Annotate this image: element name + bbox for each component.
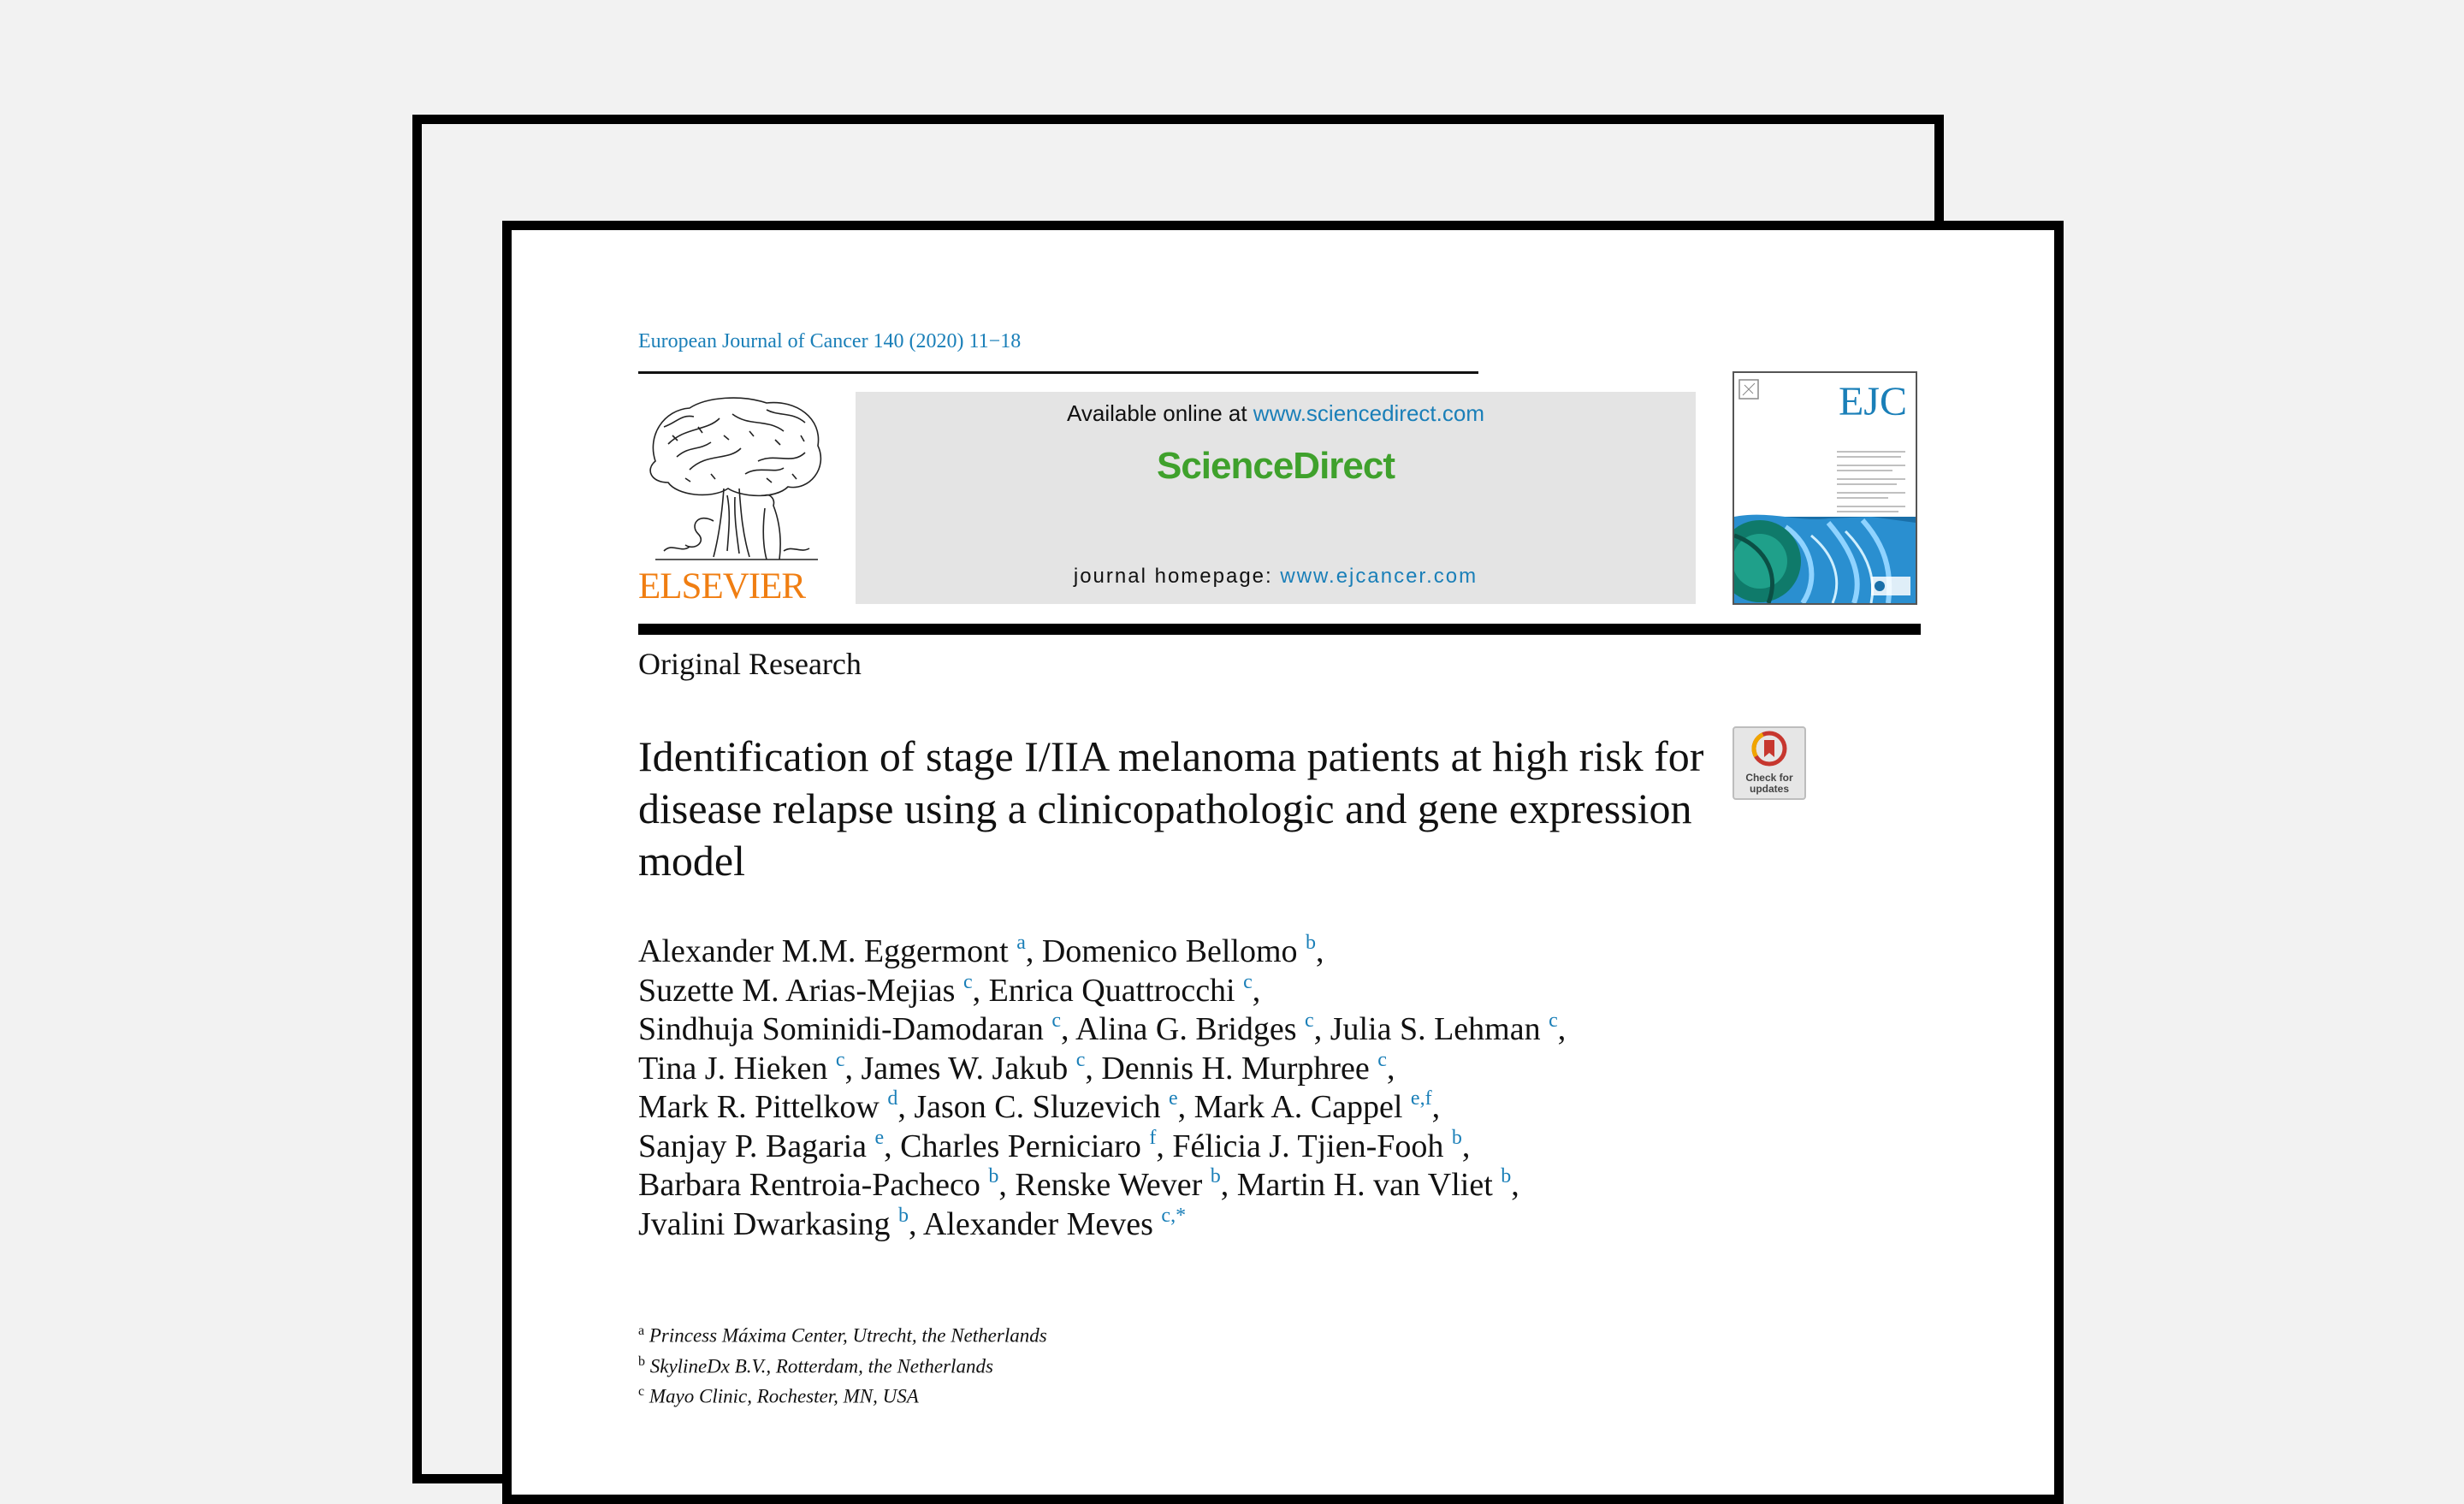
affiliation-text: Mayo Clinic, Rochester, MN, USA	[649, 1385, 919, 1407]
check-updates-text	[1734, 773, 1804, 795]
author-name[interactable]: Tina J. Hieken	[638, 1050, 828, 1087]
affiliation-item	[638, 1379, 1047, 1410]
affiliation-marker[interactable]: c	[962, 970, 973, 993]
affiliation-marker[interactable]: e	[874, 1126, 885, 1149]
affiliation-marker[interactable]: e	[1168, 1087, 1178, 1110]
author-line: Tina J. Hieken $^c$, James W. Jakub $^c$, Dennis H. Murphree $^c$,	[638, 1048, 1395, 1087]
affiliation-text: SkylineDx B.V., Rotterdam, the Netherlands	[649, 1355, 993, 1377]
check-updates-line2: updates	[1749, 783, 1789, 795]
author-line: Barbara Rentroia-Pacheco $^b$, Renske Wever $^b$, Martin H. van Vliet $^b$,	[638, 1165, 1519, 1203]
affiliation-marker[interactable]: c	[1377, 1048, 1387, 1071]
author-name[interactable]: Renske Wever	[1015, 1167, 1203, 1203]
sciencedirect-banner	[856, 392, 1696, 604]
affiliation-marker[interactable]: b	[897, 1204, 909, 1227]
author-line: Sindhuja Sominidi-Damodaran $^c$, Alina G. Bridges $^c$, Julia S. Lehman $^c$,	[638, 1010, 1567, 1047]
affiliation-marker[interactable]: a	[1016, 932, 1026, 954]
author-name[interactable]: Jvalini Dwarkasing	[638, 1205, 891, 1242]
journal-cover[interactable]	[1732, 371, 1917, 605]
journal-homepage-link[interactable]: www.ejcancer.com	[1280, 565, 1478, 588]
affiliation-marker[interactable]: c,*	[1161, 1204, 1187, 1227]
affiliation-marker[interactable]: b	[1501, 1165, 1512, 1187]
affiliation-marker[interactable]: b	[988, 1165, 999, 1187]
affiliation-marker[interactable]: c	[1305, 1010, 1314, 1032]
affiliation-marker[interactable]: c	[1075, 1048, 1086, 1071]
cover-title: EJC	[1838, 379, 1907, 424]
affiliation-text: Princess Máxima Center, Utrecht, the Netherlands	[649, 1324, 1047, 1347]
author-line: Jvalini Dwarkasing $^b$, Alexander Meves $^{c,*}$	[638, 1204, 1187, 1242]
check-updates-icon	[1734, 728, 1804, 773]
affiliation-key: b	[638, 1353, 645, 1369]
author-name[interactable]: Mark R. Pittelkow	[638, 1089, 880, 1125]
author-line: Mark R. Pittelkow $^d$, Jason C. Sluzevich $^e$, Mark A. Cappel $^{e,f}$,	[638, 1087, 1441, 1125]
author-name[interactable]: Martin H. van Vliet	[1236, 1167, 1493, 1203]
author-name[interactable]: Julia S. Lehman	[1330, 1011, 1541, 1047]
article-type: Original Research	[638, 647, 862, 681]
author-name[interactable]: Suzette M. Arias-Mejias	[638, 972, 956, 1009]
check-updates-line1: Check for	[1745, 772, 1793, 784]
affiliation-key: a	[638, 1323, 645, 1338]
affiliation-marker[interactable]: c	[1243, 970, 1253, 993]
header-rule	[638, 371, 1478, 374]
author-line: Alexander M.M. Eggermont $^a$, Domenico Bellomo $^b$,	[638, 932, 1324, 969]
journal-homepage-label: journal homepage:	[1073, 565, 1281, 588]
available-online-label: Available online at	[1067, 400, 1253, 426]
affiliation-marker[interactable]: c	[835, 1048, 845, 1071]
author-line: Sanjay P. Bagaria $^e$, Charles Perniciaro $^f$, Félicia J. Tjien-Fooh $^b$,	[638, 1126, 1471, 1164]
author-name[interactable]: Dennis H. Murphree	[1101, 1050, 1370, 1087]
author-name[interactable]: Sindhuja Sominidi-Damodaran	[638, 1011, 1044, 1047]
affiliation-marker[interactable]: e,f	[1410, 1087, 1432, 1110]
affiliation-marker[interactable]: c	[1549, 1010, 1558, 1032]
affiliation-marker[interactable]: f	[1149, 1126, 1157, 1149]
journal-reference[interactable]: European Journal of Cancer 140 (2020) 11−18	[638, 330, 1022, 352]
affiliation-item	[638, 1349, 1047, 1380]
author-name[interactable]: James W. Jakub	[861, 1050, 1069, 1087]
affiliation-marker[interactable]: b	[1210, 1165, 1221, 1187]
author-list	[638, 933, 1750, 1244]
sciencedirect-link[interactable]: www.sciencedirect.com	[1253, 400, 1484, 426]
affiliation-item	[638, 1318, 1047, 1349]
affiliation-list	[638, 1318, 1047, 1410]
author-name[interactable]: Alexander M.M. Eggermont	[638, 933, 1009, 969]
available-online-line	[856, 400, 1696, 427]
author-name[interactable]: Enrica Quattrocchi	[988, 972, 1235, 1009]
author-name[interactable]: Charles Perniciaro	[900, 1128, 1141, 1164]
header-thick-rule	[638, 624, 1921, 635]
author-line: Suzette M. Arias-Mejias $^c$, Enrica Quattrocchi $^c$,	[638, 970, 1261, 1009]
affiliation-marker[interactable]: b	[1451, 1126, 1462, 1149]
journal-homepage-line	[856, 565, 1696, 589]
check-for-updates-button[interactable]	[1732, 726, 1806, 800]
elsevier-logo	[638, 393, 828, 605]
elsevier-tree-icon	[638, 393, 828, 568]
elsevier-wordmark: ELSEVIER	[638, 566, 806, 607]
author-name[interactable]: Félicia J. Tjien-Fooh	[1172, 1128, 1444, 1164]
author-name[interactable]: Sanjay P. Bagaria	[638, 1128, 868, 1164]
author-name[interactable]: Domenico Bellomo	[1041, 933, 1298, 969]
affiliation-key: c	[638, 1384, 645, 1400]
affiliation-marker[interactable]: b	[1306, 932, 1317, 954]
author-name[interactable]: Barbara Rentroia-Pacheco	[638, 1167, 980, 1203]
sciencedirect-logo[interactable]: ScienceDirect	[1156, 445, 1395, 487]
author-name[interactable]: Alexander Meves	[922, 1205, 1153, 1242]
author-name[interactable]: Jason C. Sluzevich	[914, 1089, 1161, 1125]
article-title: Identification of stage I/IIA melanoma patients at high risk for disease relapse using a clinicopathologic and gene expression model	[638, 732, 1704, 885]
front-page-sheet	[502, 221, 2064, 1504]
author-name[interactable]: Alina G. Bridges	[1075, 1011, 1297, 1047]
author-name[interactable]: Mark A. Cappel	[1194, 1089, 1403, 1125]
affiliation-marker[interactable]: d	[887, 1087, 898, 1110]
affiliation-marker[interactable]: c	[1051, 1010, 1062, 1032]
